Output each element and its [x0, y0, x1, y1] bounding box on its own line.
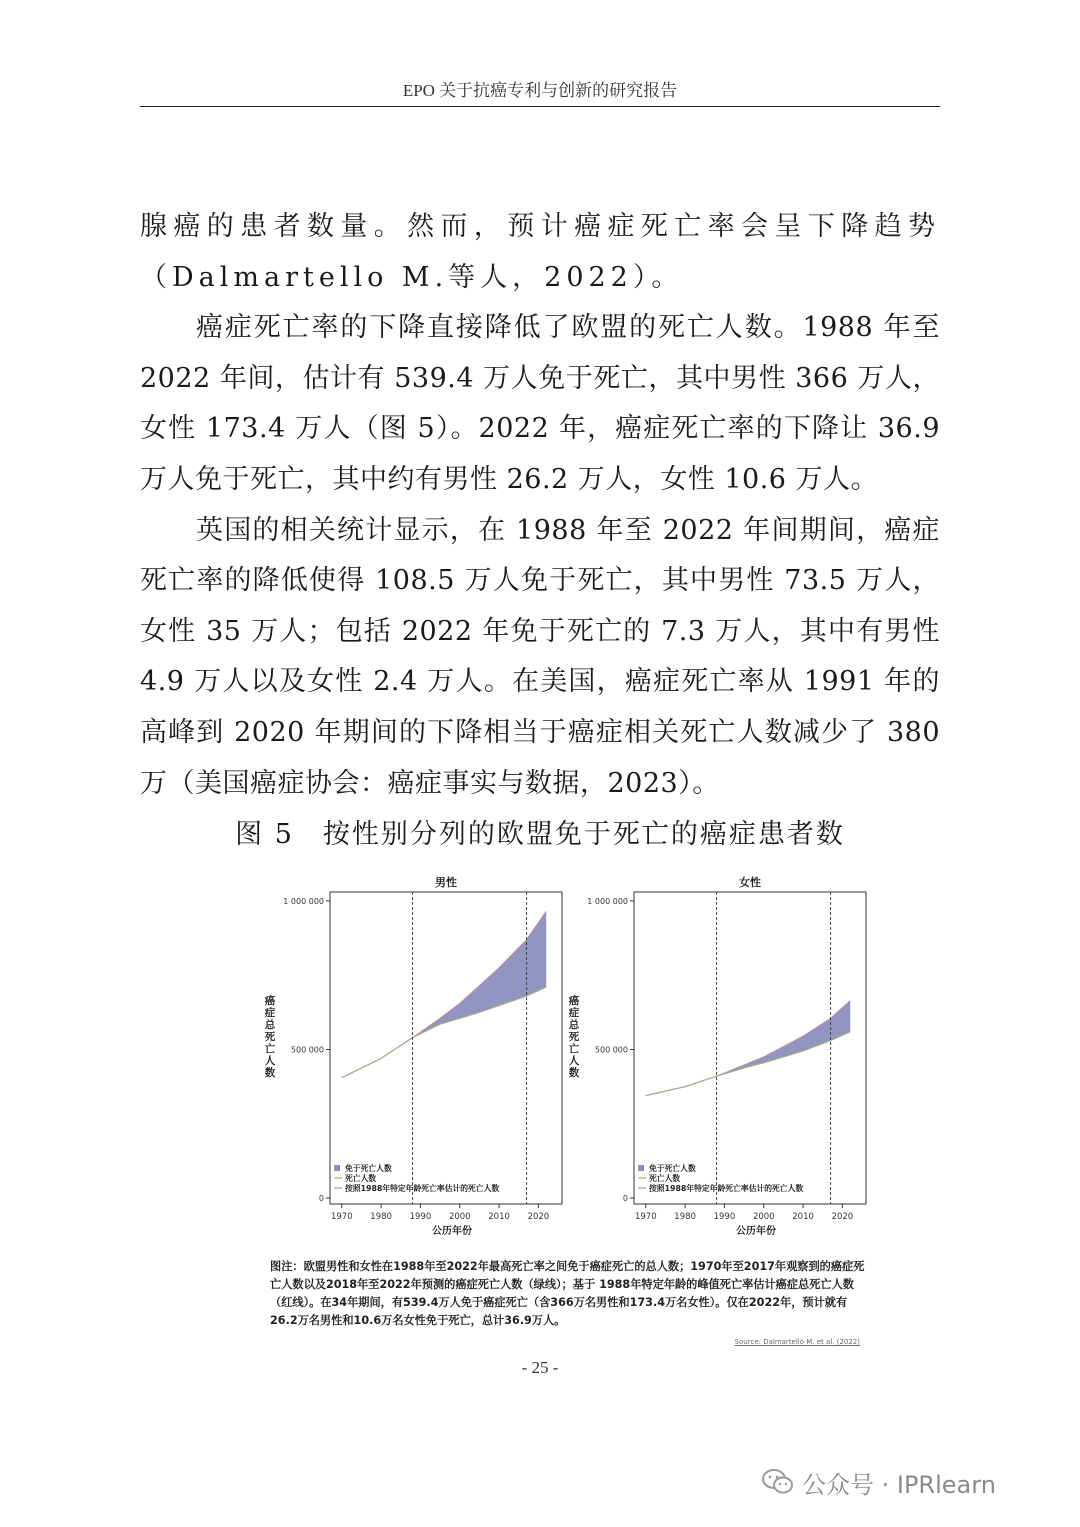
x-tick-label: 2010: [792, 1212, 814, 1222]
x-tick-label: 2020: [831, 1212, 854, 1222]
x-tick-label: 2020: [527, 1212, 550, 1222]
legend-entry: 死亡人数: [649, 1174, 681, 1183]
paragraph-2: 癌症死亡率的下降直接降低了欧盟的死亡人数。1988 年至 2022 年间，估计有 539.4 万人免于死亡，其中男性 366 万人，女性 173.4 万人（图 5）。2022 年，癌症死亡率的下降让 36.9 万人免于死亡，其中约有男性 26.2 万人，女性 10.6 万人。: [140, 312, 940, 495]
legend-entry: 按照1988年特定年龄死亡率估计的死亡人数: [345, 1184, 500, 1193]
paragraph-3: 英国的相关统计显示，在 1988 年至 2022 年间期间，癌症死亡率的降低使得 108.5 万人免于死亡，其中男性 73.5 万人，女性 35 万人；包括 2022 年免于死亡的 7.3 万人，其中有男性 4.9 万人以及女性 2.4 万人。在美国，癌症死亡率从 1991 年的高峰到 2020 年期间的下降相当于癌症相关死亡人数减少了 380 万（美国癌症协会：癌症事实与数据，2023）。: [140, 514, 940, 799]
x-tick-label: 2000: [448, 1212, 471, 1222]
x-tick-label: 1970: [634, 1212, 657, 1222]
header-rule: [140, 106, 940, 107]
legend-swatch-avoided: [638, 1165, 644, 1171]
panel-title: 女性: [739, 876, 761, 889]
legend-entry: 免于死亡人数: [649, 1164, 696, 1173]
figure-title: 图 5 按性别分列的欧盟免于死亡的癌症患者数: [235, 819, 845, 850]
x-tick-label: 1980: [370, 1212, 392, 1222]
legend-entry: 免于死亡人数: [345, 1164, 392, 1173]
figure-charts: [262, 868, 872, 1248]
figure-source: Source: Dalmartello M. et al. (2022): [734, 1338, 860, 1346]
x-tick-label: 2010: [488, 1212, 510, 1222]
legend-swatch-avoided: [334, 1165, 340, 1171]
y-tick-label: 0: [622, 1194, 628, 1204]
paragraph-1: 腺癌的患者数量。然而，预计癌症死亡率会呈下降趋势（Dalmartello M.等人，2022）。: [140, 211, 940, 293]
y-tick-label: 1 000 000: [587, 896, 628, 906]
body-text: [140, 202, 940, 809]
figure-5: [262, 868, 872, 1346]
y-axis-label: 癌症总死亡人数: [264, 995, 276, 1079]
watermark-text: 公众号 · IPRlearn: [802, 1470, 996, 1499]
x-tick-label: 1990: [713, 1212, 736, 1222]
page-number: - 25 -: [521, 1358, 559, 1377]
x-tick-label: 1970: [330, 1212, 353, 1222]
y-axis-label: 癌症总死亡人数: [568, 995, 580, 1079]
legend-entry: 按照1988年特定年龄死亡率估计的死亡人数: [649, 1184, 804, 1193]
x-tick-label: 1990: [409, 1212, 432, 1222]
legend-entry: 死亡人数: [345, 1174, 377, 1183]
y-tick-label: 500 000: [594, 1045, 628, 1055]
running-header: EPO 关于抗癌专利与创新的研究报告: [402, 81, 678, 100]
x-axis-label: 公历年份: [432, 1226, 472, 1237]
watermark: [762, 1462, 996, 1502]
plot-frame: [634, 892, 866, 1204]
y-tick-label: 500 000: [290, 1045, 324, 1055]
y-tick-label: 0: [318, 1194, 324, 1204]
x-tick-label: 1980: [674, 1212, 696, 1222]
figure-note: 图注：欧盟男性和女性在1988年至2022年最高死亡率之间免于癌症死亡的总人数；1970年至2017年观察到的癌症死亡人数以及2018年至2022年预测的癌症死亡人数（绿线）；基于 1988年特定年龄的峰值死亡率估计癌症总死亡人数（红线）。在34年期间，有539.4万人免于癌症死亡（含366万名男性和173.4万名女性）。仅在2022年，预计就有26.2万名男性和10.6万名女性免于死亡，总计36.9万人。: [270, 1260, 865, 1327]
y-tick-label: 1 000 000: [283, 896, 324, 906]
panel-title: 男性: [435, 876, 457, 889]
wechat-icon: [762, 1468, 794, 1496]
x-axis-label: 公历年份: [736, 1226, 776, 1237]
x-tick-label: 2000: [752, 1212, 775, 1222]
